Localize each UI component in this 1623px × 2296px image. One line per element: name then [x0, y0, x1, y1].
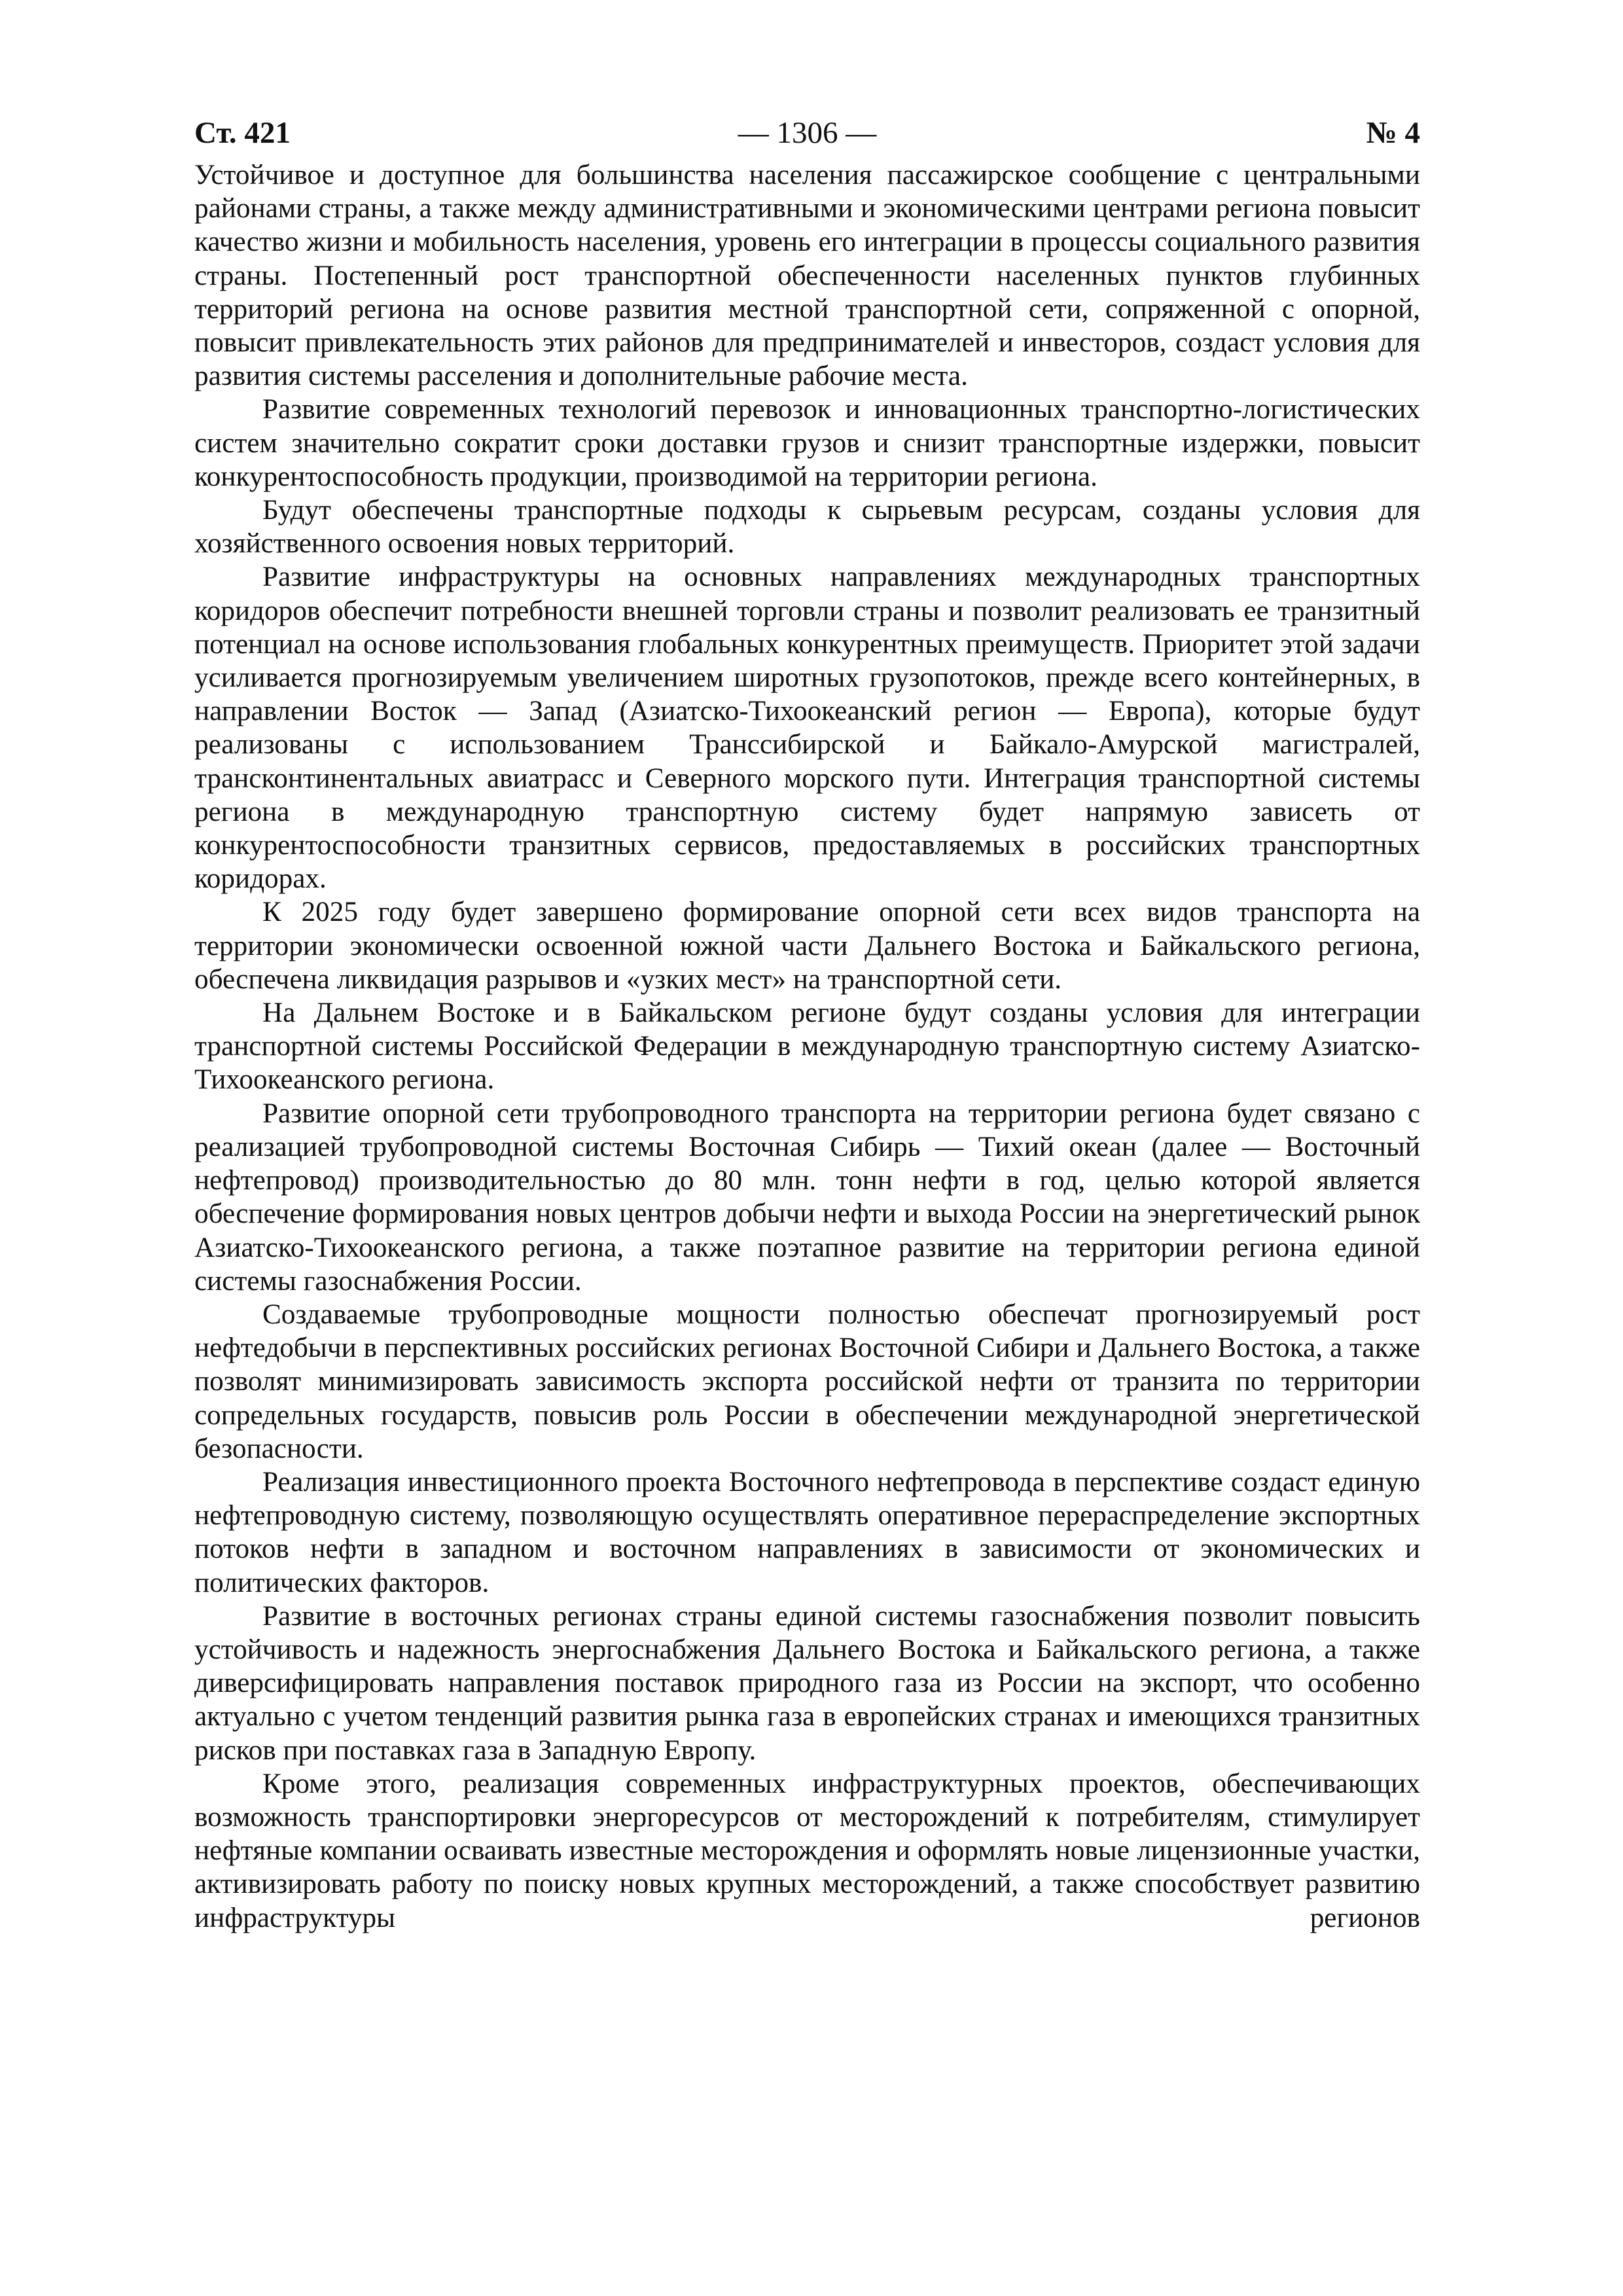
paragraph: К 2025 году будет завершено формирование опорной сети всех видов транспорта на территории экономически освоенной южной части Дальнего Востока и Байкальского региона, обеспечена ликвидация разрывов и «узких мест» на транспортной сети.: [194, 897, 1420, 995]
paragraph: Реализация инвестиционного проекта Восточного нефтепровода в перспективе создаст единую нефтепроводную систему, позволяющую осуществлять оперативное перераспределение экспортных потоков нефти в западном и восточном направлениях в зависимости от экономических и политических факторов.: [194, 1466, 1420, 1598]
running-header: [194, 111, 1420, 154]
paragraph: На Дальнем Востоке и в Байкальском регионе будут созданы условия для интеграции транспортной системы Российской Федерации в международную транспортную систему Азиатско-Тихоокеанского региона.: [194, 997, 1420, 1096]
paragraph: Развитие опорной сети трубопроводного транспорта на территории региона будет связано с реализацией трубопроводной системы Восточная Сибирь — Тихий океан (далее — Восточный нефтепровод) производительностью до 80 млн. тонн нефти в год, целью которой является обеспечение формирования новых центров добычи нефти и выхода России на энергетический рынок Азиатско-Тихоокеанского региона, а также поэтапное развитие на территории региона единой системы газоснабжения России.: [194, 1098, 1420, 1297]
paragraph: Будут обеспечены транспортные подходы к сырьевым ресурсам, созданы условия для хозяйственного освоения новых территорий.: [194, 495, 1420, 560]
paragraph: Кроме этого, реализация современных инфраструктурных проектов, обеспечивающих возможность транспортировки энергоресурсов от месторождений к потребителям, стимулирует нефтяные компании осваивать известные месторождения и оформлять новые лицензионные участки, активизировать работу по поиску новых крупных месторождений, а также способствует развитию инфраструктуры регионов: [194, 1768, 1420, 1933]
body-text: [194, 158, 1420, 1935]
issue-number: № 4: [1366, 116, 1420, 150]
document-page: [194, 111, 1420, 2238]
paragraph: Развитие современных технологий перевозок и инновационных транспортно-логистических систем значительно сократит сроки доставки грузов и снизит транспортные издержки, повысит конкурентоспособность продукции, производимой на территории региона.: [194, 394, 1420, 492]
paragraph: Устойчивое и доступное для большинства населения пассажирское сообщение с центральными районами страны, а также между административными и экономическими центрами региона повысит качество жизни и мобильность населения, уровень его интеграции в процессы социального развития страны. Постепенный рост транспортной обеспеченности населенных пунктов глубинных территорий региона на основе развития местной транспортной сети, сопряженной с опорной, повысит привлекательность этих районов для предпринимателей и инвесторов, создаст условия для развития системы расселения и дополнительные рабочие места.: [194, 160, 1420, 392]
article-number: Ст. 421: [194, 116, 291, 150]
paragraph: Развитие инфраструктуры на основных направлениях международных транспортных коридоров обеспечит потребности внешней торговли страны и позволит реализовать ее транзитный потенциал на основе использования глобальных конкурентных преимуществ. Приоритет этой задачи усиливается прогнозируемым увеличением широтных грузопотоков, прежде всего контейнерных, в направлении Восток — Запад (Азиатско-Тихоокеанский регион — Европа), которые будут реализованы с использованием Транссибирской и Байкало-Амурской магистралей, трансконтинентальных авиатрасс и Северного морского пути. Интеграция транспортной системы региона в международную транспортную систему будет напрямую зависеть от конкурентоспособности транзитных сервисов, предоставляемых в российских транспортных коридорах.: [194, 562, 1420, 895]
paragraph: Развитие в восточных регионах страны единой системы газоснабжения позволит повысить устойчивость и надежность энергоснабжения Дальнего Востока и Байкальского региона, а также диверсифицировать направления поставок природного газа из России на экспорт, что особенно актуально с учетом тенденций развития рынка газа в европейских странах и имеющихся транзитных рисков при поставках газа в Западную Европу.: [194, 1600, 1420, 1766]
paragraph: Создаваемые трубопроводные мощности полностью обеспечат прогнозируемый рост нефтедобычи в перспективных российских регионах Восточной Сибири и Дальнего Востока, а также позволят минимизировать зависимость экспорта российской нефти от транзита по территории сопредельных государств, повысив роль России в обеспечении международной энергетической безопасности.: [194, 1299, 1420, 1464]
page-number: — 1306 —: [738, 116, 877, 150]
